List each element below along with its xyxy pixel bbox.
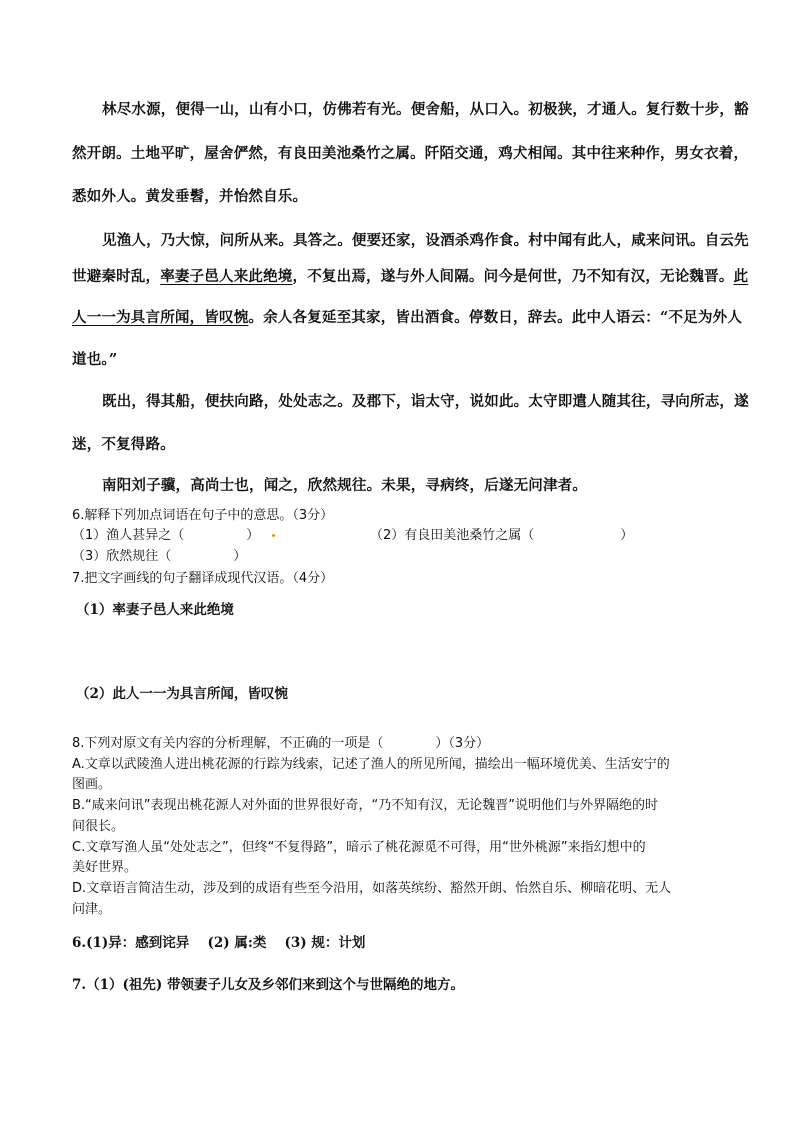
answer-7: 7.（1）(祖先) 带领妻子儿女及乡邻们来到这个与世隔绝的地方。 [72, 977, 464, 993]
question-8-title: 8.下列对原文有关内容的分析理解，不正确的一项是（ ）（3分） [72, 736, 490, 751]
question-8-option-b-line1: B.“咸来问讯”表现出桃花源人对外面的世界很好奇，“乃不知有汉，无论魏晋”说明他们与外界隔绝的时 [72, 798, 658, 813]
decorative-dot [272, 534, 275, 537]
passage-p1-line3: 悉如外人。黄发垂髫，并怡然自乐。 [72, 188, 308, 205]
question-8-option-d-line1: D.文章语言简洁生动，涉及到的成语有些至今沿用，如落英缤纷、豁然开朗、怡然自乐、柳暗花明、无人 [72, 881, 672, 896]
question-6-item-1 [72, 524, 259, 543]
question-6-item-1-text: （1）渔人甚异之（ [72, 528, 185, 543]
question-6-item-1-end: ） [246, 528, 260, 543]
question-8-option-a-line1: A.文章以武陵渔人进出桃花源的行踪为线索，记述了渔人的所见所闻，描绘出一幅环境优美、生活安宁的 [72, 757, 670, 772]
underlined-sentence-2: 人一一为具言所闻，皆叹惋 [72, 309, 249, 326]
question-7-title: 7.把文字画线的句子翻译成现代汉语。（4分） [72, 571, 334, 586]
answer-6: 6.(1)异：感到诧异 (2) 属:类 (3) 规：计划 [72, 935, 366, 951]
question-6-item-3 [72, 545, 246, 564]
question-8-option-d-line2: 问津。 [72, 902, 112, 917]
passage-p2-line3 [72, 306, 742, 327]
question-6-item-3-text: （3）欣然规往（ [72, 549, 172, 564]
passage-p2-line2 [72, 265, 748, 286]
passage-p1-line1: 林尽水源，便得一山，山有小口，仿佛若有光。便舍船，从口入。初极狭，才通人。复行数十步，豁 [102, 101, 749, 118]
question-6-item-3-end: ） [233, 549, 247, 564]
question-6-item-2-text: （2）有良田美池桑竹之属（ [370, 528, 535, 543]
passage-text: 。余人各复延至其家，皆出酒食。停数日，辞去。此中人语云：“不足为外人 [248, 309, 743, 326]
underlined-sentence-1: 率妻子邑人来此绝境 [160, 268, 293, 285]
question-8-option-c-line2: 美好世界。 [72, 860, 138, 875]
question-8-option-b-line2: 间很长。 [72, 819, 125, 834]
passage-text: ，不复出焉，遂与外人间隔。问今是何世，乃不知有汉，无论魏晋。 [292, 268, 734, 285]
underlined-sentence-2-start: 此 [733, 268, 749, 285]
question-6-item-2-end: ） [620, 528, 634, 543]
passage-p4-line1: 南阳刘子骥，高尚士也，闻之，欣然规往。未果，寻病终，后遂无问津者。 [102, 477, 588, 494]
passage-p2-line1: 见渔人，乃大惊，问所从来。具答之。便要还家，设酒杀鸡作食。村中闻有此人，咸来问讯。自云先 [102, 232, 749, 249]
question-6-item-2 [370, 524, 633, 543]
passage-p3-line1: 既出，得其船，便扶向路，处处志之。及郡下，诣太守，说如此。太守即遣人随其往，寻向所志，遂 [102, 393, 749, 410]
question-7-item-2: （2）此人一一为具言所闻，皆叹惋 [76, 686, 288, 702]
passage-p2-line4: 道也。” [72, 351, 118, 368]
question-8-option-a-line2: 图画。 [72, 777, 112, 792]
question-8-option-c-line1: C.文章写渔人虽“处处志之”，但终“不复得路”，暗示了桃花源觅不可得，用“世外桃源”来指幻想中的 [72, 840, 646, 855]
passage-text: 世避秦时乱， [72, 268, 161, 285]
question-6-title: 6.解释下列加点词语在句子中的意思。（3分） [72, 508, 334, 523]
passage-p1-line2: 然开朗。土地平旷，屋舍俨然，有良田美池桑竹之属。阡陌交通，鸡犬相闻。其中往来种作，男女衣着， [72, 145, 749, 162]
question-7-item-1: （1）率妻子邑人来此绝境 [76, 602, 234, 618]
passage-p3-line2: 迷，不复得路。 [72, 436, 175, 453]
